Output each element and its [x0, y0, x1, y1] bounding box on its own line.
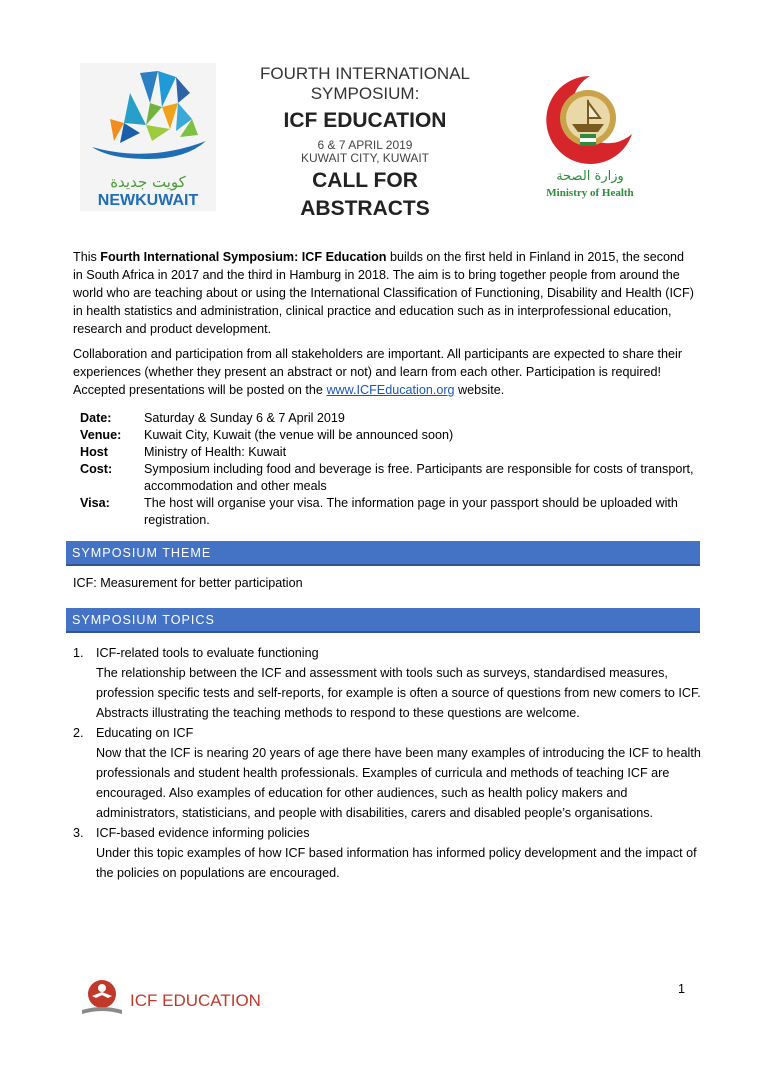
theme-text: ICF: Measurement for better participation	[73, 576, 303, 590]
ministry-arabic: وزارة الصحة	[556, 169, 624, 184]
topic-text: Now that the ICF is nearing 20 years of age there have been many examples of introducing the ICF to health professionals and student health professionals. Examples of curricula and methods of teaching ICF are encouraged. Also examples of education for other audiences, such as health policy makers and administrators, statisticians, and people with disabilities, carers and disabled people’s organisations.	[96, 746, 701, 820]
header-call-for: CALL FOR	[312, 169, 418, 192]
list-item	[73, 823, 701, 883]
info-row-cost	[80, 461, 700, 495]
intro-p2-rest: website.	[454, 383, 505, 397]
topic-title: ICF-based evidence informing policies	[96, 826, 310, 840]
info-value: The host will organise your visa. The information page in your passport should be uploaded with registration.	[144, 496, 678, 527]
ministry-text: Ministry of Health	[546, 187, 634, 199]
footer-logo-text: ICF EDUCATION	[130, 991, 260, 1010]
info-row-date	[80, 410, 700, 427]
header-abstracts: ABSTRACTS	[300, 197, 430, 220]
info-key: Date:	[80, 411, 112, 425]
new-kuwait-logo	[80, 63, 216, 211]
new-kuwait-text: NEWKUWAIT	[97, 192, 199, 209]
info-value: Symposium including food and beverage is free. Participants are responsible for costs of transport, accommodation and other meals	[144, 462, 694, 493]
icf-education-link[interactable]: www.ICFEducation.org	[326, 383, 455, 397]
info-value: Saturday & Sunday 6 & 7 April 2019	[144, 411, 345, 425]
topics-list	[73, 643, 701, 883]
ministry-of-health-logo	[534, 72, 646, 202]
info-row-venue	[80, 427, 700, 444]
header-title: ICF EDUCATION	[283, 109, 447, 132]
topic-title: ICF-related tools to evaluate functioning	[96, 646, 319, 660]
list-number: 2.	[73, 726, 84, 740]
info-key: Visa:	[80, 496, 110, 510]
topic-title: Educating on ICF	[96, 726, 194, 740]
event-info-table	[80, 410, 700, 529]
intro-p2-start: Collaboration and participation from all stakeholders are important. All participants are expected to share their experiences (whether they present an abstract or not) and learn from each other. Participation is required! Accepted presentations will be posted on the	[73, 347, 683, 397]
section-heading-theme: SYMPOSIUM THEME	[66, 541, 700, 566]
intro-paragraph-1	[73, 248, 695, 338]
info-value: Kuwait City, Kuwait (the venue will be announced soon)	[144, 428, 454, 442]
header-location: KUWAIT CITY, KUWAIT	[300, 151, 429, 165]
header-line2: SYMPOSIUM:	[310, 84, 420, 103]
info-key: Venue:	[80, 428, 122, 442]
topic-text: Under this topic examples of how ICF based information has informed policy development and the impact of the policies on populations are encouraged.	[96, 846, 697, 880]
info-key: Cost:	[80, 462, 113, 476]
info-row-visa	[80, 495, 700, 529]
topic-text: The relationship between the ICF and assessment with tools such as surveys, standardised measures, profession specific tests and self-reports, for example is often a source of questions from new comers to ICF. Abstracts illustrating the teaching methods to respond to these questions are welcome.	[96, 666, 701, 720]
info-value: Ministry of Health: Kuwait	[144, 445, 287, 459]
intro-p1-rest: builds on the first held in Finland in 2015, the second in South Africa in 2017 and the third in Hamburg in 2018. The aim is to bring together people from around the world who are teaching about or using the International Classification of Functioning, Disability and Health (ICF) in health statistics and administration, clinical practice and education such as in interprofessional education, research and product development.	[73, 250, 694, 336]
header-dates: 6 & 7 APRIL 2019	[317, 138, 413, 152]
page-number: 1	[678, 982, 686, 996]
new-kuwait-arabic: كويت جديدة	[110, 173, 186, 191]
list-item	[73, 723, 701, 823]
intro-p1-start: This	[73, 250, 101, 264]
header-line1: FOURTH INTERNATIONAL	[260, 64, 470, 83]
list-number: 3.	[73, 826, 84, 840]
intro-paragraph-2	[73, 345, 695, 399]
list-number: 1.	[73, 646, 84, 660]
intro-p1-bold: Fourth International Symposium: ICF Education	[100, 250, 387, 264]
info-key: Host	[80, 445, 108, 459]
info-row-host	[80, 444, 700, 461]
list-item	[73, 643, 701, 723]
section-heading-topics: SYMPOSIUM TOPICS	[66, 608, 700, 633]
icf-education-footer-logo	[80, 976, 260, 1022]
